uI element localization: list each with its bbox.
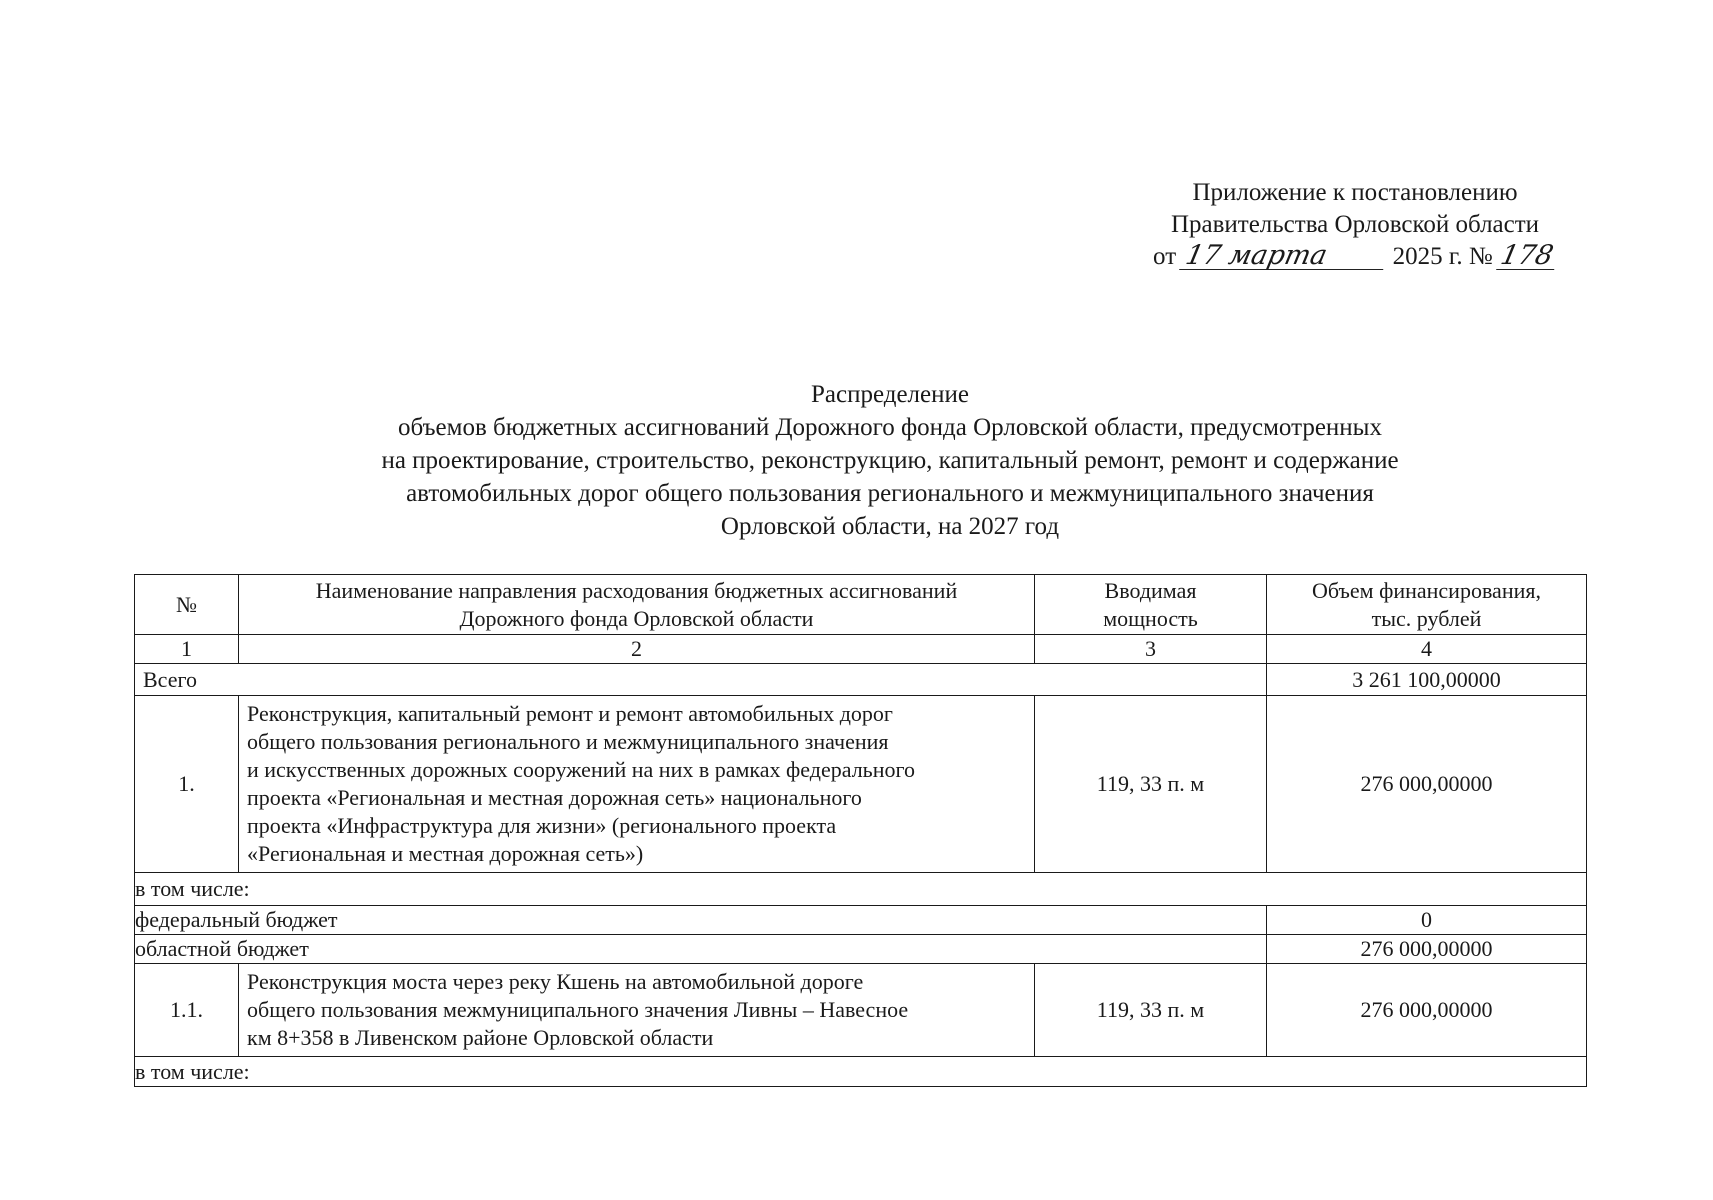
item-1-capacity: 119, 33 п. м bbox=[1035, 696, 1267, 873]
appendix-line-2: Правительства Орловской области bbox=[1170, 211, 1540, 238]
header-amount bbox=[1267, 575, 1587, 635]
item-1-1-line-3: км 8+358 в Ливенском районе Орловской области bbox=[247, 1025, 714, 1050]
date-prefix: от bbox=[1153, 243, 1177, 270]
title-line-1: Распределение bbox=[811, 381, 969, 408]
column-number-1: 1 bbox=[135, 635, 239, 664]
header-amount-line-2: тыс. рублей bbox=[1371, 605, 1482, 631]
total-label: Всего bbox=[135, 664, 1267, 696]
title-line-4: автомобильных дорог общего пользования регионального и межмуниципального значения bbox=[406, 480, 1374, 507]
document-title bbox=[0, 378, 1713, 543]
regional-budget-row bbox=[135, 935, 1587, 964]
federal-budget-row bbox=[135, 906, 1587, 935]
title-line-3: на проектирование, строительство, реконструкцию, капитальный ремонт, ремонт и содержание bbox=[381, 447, 1399, 474]
federal-budget-value: 0 bbox=[1267, 906, 1587, 935]
item-1-line-4: проекта «Региональная и местная дорожная сеть» национального bbox=[247, 785, 862, 810]
item-1-1-number: 1.1. bbox=[135, 964, 239, 1057]
item-1-line-1: Реконструкция, капитальный ремонт и ремонт автомобильных дорог bbox=[247, 701, 893, 726]
item-1-amount: 276 000,00000 bbox=[1267, 696, 1587, 873]
column-number-3: 3 bbox=[1035, 635, 1267, 664]
handwritten-date: 17 марта bbox=[1180, 243, 1390, 270]
item-1-row bbox=[135, 696, 1587, 873]
item-1-1-line-2: общего пользования межмуниципального значения Ливны – Навесное bbox=[247, 997, 909, 1022]
header-capacity-line-1: Вводимая bbox=[1104, 577, 1197, 603]
column-number-row bbox=[135, 635, 1587, 664]
item-1-line-3: и искусственных дорожных сооружений на них в рамках федерального bbox=[247, 757, 915, 782]
header-number: № bbox=[135, 575, 239, 635]
including-label-1: в том числе: bbox=[135, 873, 1587, 906]
total-value: 3 261 100,00000 bbox=[1267, 664, 1587, 696]
budget-table bbox=[134, 574, 1587, 1087]
item-1-1-row bbox=[135, 964, 1587, 1057]
item-1-1-capacity: 119, 33 п. м bbox=[1035, 964, 1267, 1057]
header-capacity bbox=[1035, 575, 1267, 635]
including-label-2: в том числе: bbox=[135, 1057, 1587, 1087]
column-number-2: 2 bbox=[239, 635, 1035, 664]
item-1-description bbox=[239, 696, 1035, 873]
header-amount-line-1: Объем финансирования, bbox=[1311, 577, 1541, 603]
item-1-1-description bbox=[239, 964, 1035, 1057]
item-1-1-amount: 276 000,00000 bbox=[1267, 964, 1587, 1057]
table-header-row bbox=[135, 575, 1587, 635]
appendix-date-line bbox=[1130, 241, 1580, 273]
item-1-number: 1. bbox=[135, 696, 239, 873]
including-row-2 bbox=[135, 1057, 1587, 1087]
federal-budget-label: федеральный бюджет bbox=[135, 906, 1267, 935]
column-number-4: 4 bbox=[1267, 635, 1587, 664]
year-text: 2025 г. № bbox=[1392, 243, 1493, 270]
title-line-2: объемов бюджетных ассигнований Дорожного фонда Орловской области, предусмотренных bbox=[398, 414, 1382, 441]
title-line-5: Орловской области, на 2027 год bbox=[720, 513, 1060, 540]
appendix-header bbox=[1130, 177, 1580, 273]
item-1-line-6: «Региональная и местная дорожная сеть») bbox=[247, 841, 644, 866]
header-name-line-1: Наименование направления расходования бюджетных ассигнований bbox=[315, 577, 958, 603]
item-1-1-line-1: Реконструкция моста через реку Кшень на автомобильной дороге bbox=[247, 969, 864, 994]
total-row bbox=[135, 664, 1587, 696]
appendix-line-1: Приложение к постановлению bbox=[1192, 179, 1518, 206]
handwritten-number: 178 bbox=[1496, 243, 1560, 270]
including-row-1 bbox=[135, 873, 1587, 906]
header-capacity-line-2: мощность bbox=[1103, 605, 1198, 631]
regional-budget-label: областной бюджет bbox=[135, 935, 1267, 964]
header-name-line-2: Дорожного фонда Орловской области bbox=[459, 605, 814, 631]
header-name bbox=[239, 575, 1035, 635]
item-1-line-2: общего пользования регионального и межмуниципального значения bbox=[247, 729, 889, 754]
item-1-line-5: проекта «Инфраструктура для жизни» (регионального проекта bbox=[247, 813, 837, 838]
regional-budget-value: 276 000,00000 bbox=[1267, 935, 1587, 964]
